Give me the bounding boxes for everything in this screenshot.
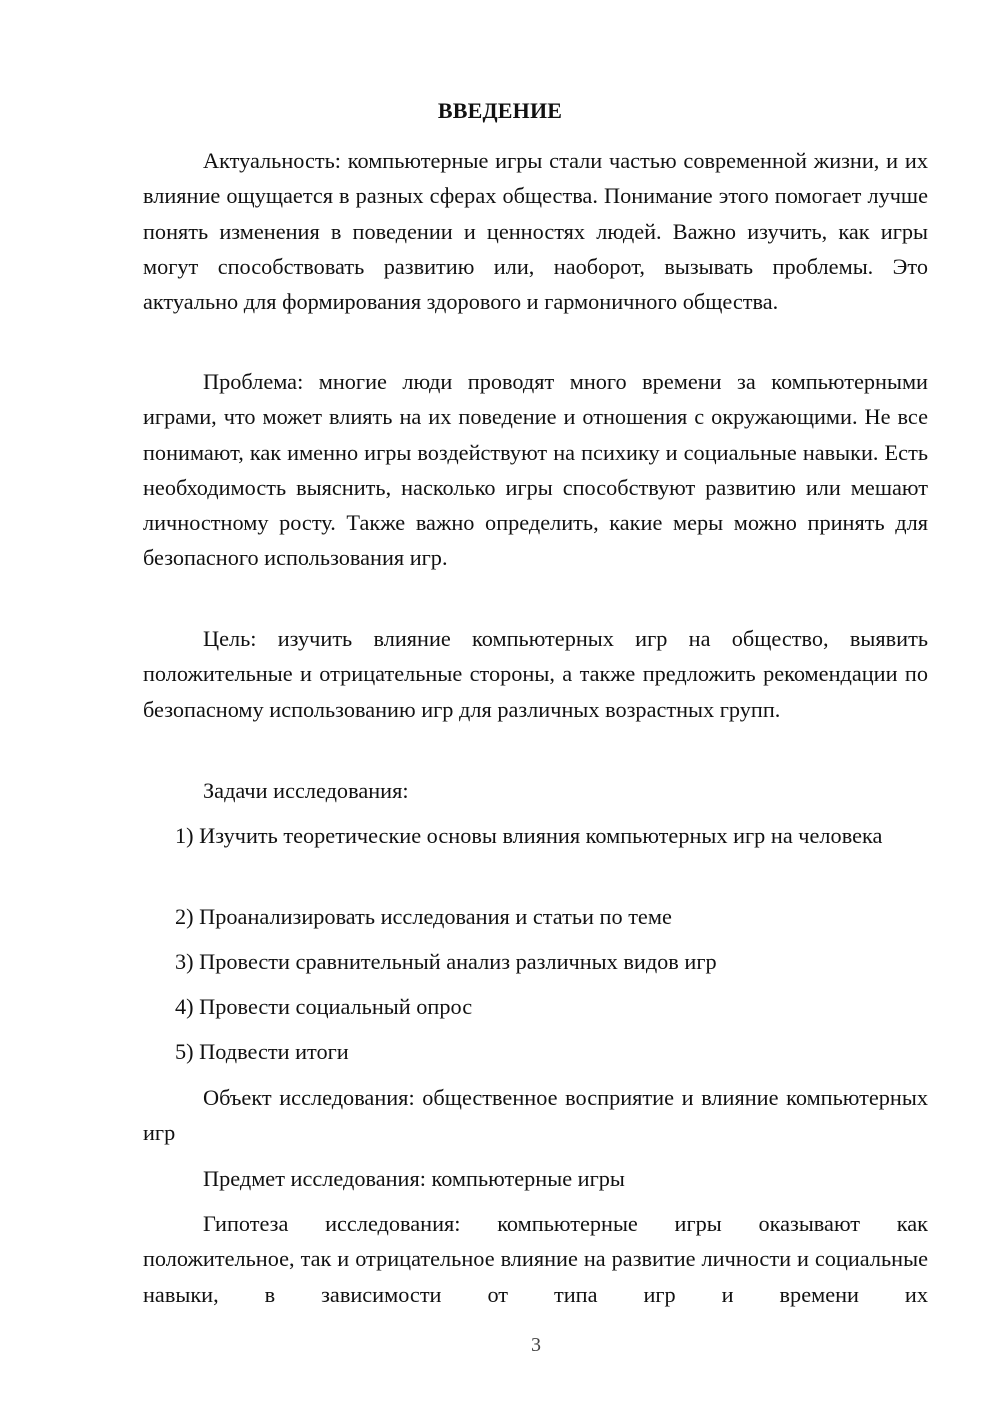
tasks-title: Задачи исследования:	[203, 778, 409, 803]
page-heading: ВВЕДЕНИЕ	[437, 98, 563, 123]
paragraph-problem: Проблема: многие люди проводят много времени за компьютерными играми, что может влиять на их поведение и отношения с окружающими. Не все понимают, как именно игры воздействуют на психику и социальные навыки. Есть необходимость выяснить, насколько игры способствуют развитию или мешают личностному росту. Также важно определить, какие меры можно принять для безопасного использования игр.	[143, 369, 928, 571]
task-item-4: 4) Провести социальный опрос	[175, 994, 473, 1019]
task-item-1: 1) Изучить теоретические основы влияния компьютерных игр на человека	[175, 823, 883, 848]
task-item-5: 5) Подвести итоги	[175, 1039, 349, 1064]
task-item-2: 2) Проанализировать исследования и статьи по теме	[175, 904, 672, 929]
task-item-3: 3) Провести сравнительный анализ различных видов игр	[175, 949, 717, 974]
paragraph-hypothesis: Гипотеза исследования: компьютерные игры оказывают как положительное, так и отрицательное влияние на развитие личности и социальные навыки, в зависимости от типа игр и времени их	[143, 1211, 928, 1307]
paragraph-relevance: Актуальность: компьютерные игры стали частью современной жизни, и их влияние ощущается в разных сферах общества. Понимание этого помогает лучше понять изменения в поведении и ценностях людей. Важно изучить, как игры могут способствовать развитию или, наоборот, вызывать проблемы. Это актуально для формирования здорового и гармоничного общества.	[143, 148, 928, 315]
paragraph-goal: Цель: изучить влияние компьютерных игр на общество, выявить положительные и отрицательные стороны, а также предложить рекомендации по безопасному использованию игр для различных возрастных групп.	[143, 626, 928, 722]
page-number: 3	[531, 1334, 541, 1356]
paragraph-subject: Предмет исследования: компьютерные игры	[203, 1166, 625, 1191]
paragraph-object: Объект исследования: общественное восприятие и влияние компьютерных игр	[143, 1085, 928, 1146]
